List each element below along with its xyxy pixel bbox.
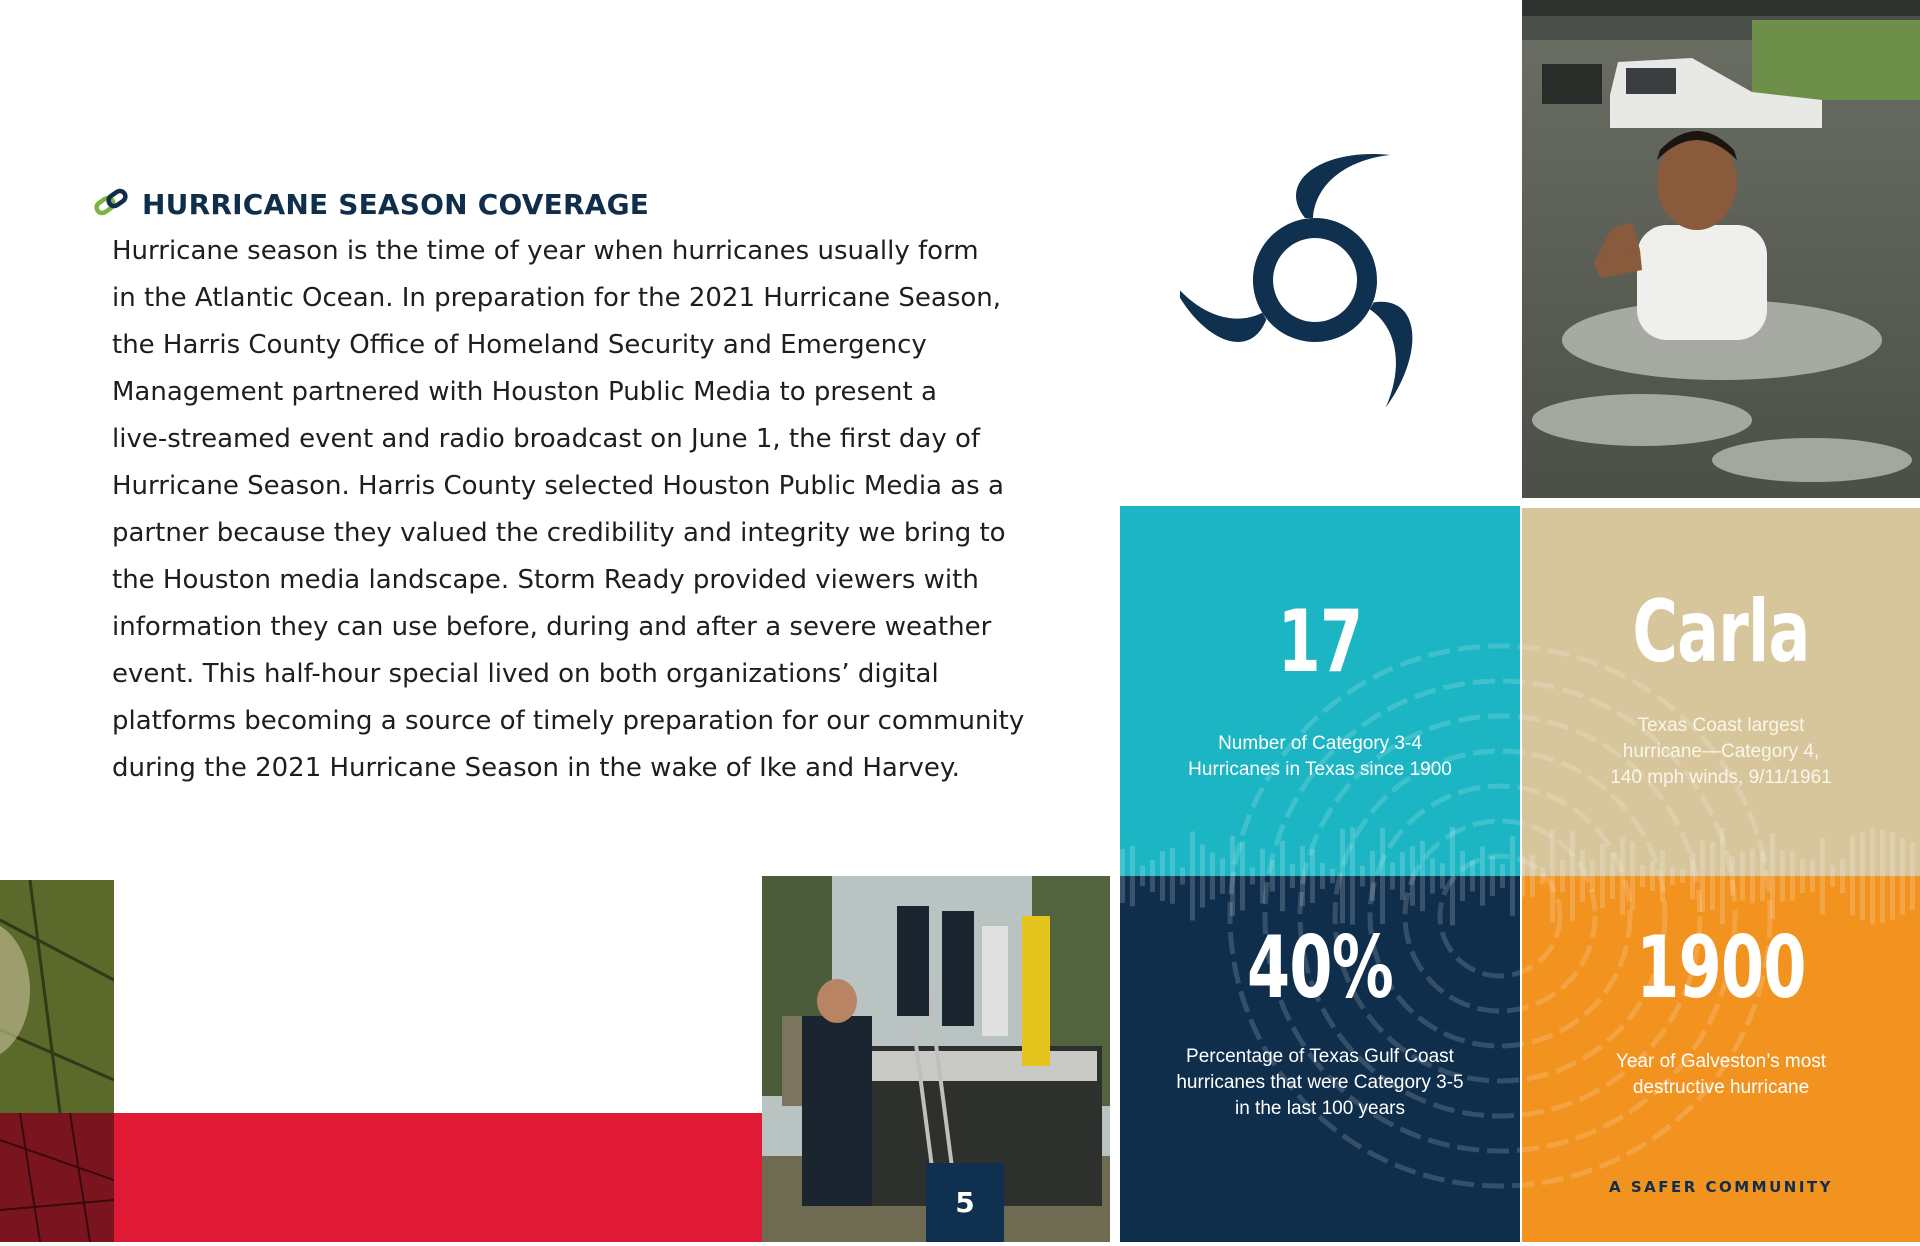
stat-caption-line: in the last 100 years	[1234, 1098, 1406, 1119]
stat-caption-line: hurricanes that were Category 3-5	[1176, 1072, 1464, 1093]
stat-caption	[1522, 713, 1920, 791]
aerial-map-image	[0, 880, 114, 1242]
page-number: 5	[955, 1186, 975, 1219]
body-line: information they can use before, during and after a severe weather	[112, 612, 992, 642]
body-line: the Houston media landscape. Storm Ready provided viewers with	[112, 565, 979, 595]
stat-caption-line: Percentage of Texas Gulf Coast	[1186, 1046, 1454, 1067]
stat-tile-carla	[1522, 508, 1920, 876]
body-line: during the 2021 Hurricane Season in the wake of Ike and Harvey.	[112, 753, 960, 783]
stat-caption-line: Number of Category 3-4	[1218, 733, 1422, 754]
stat-caption-line: Texas Coast largest	[1637, 715, 1805, 736]
section-heading	[94, 184, 649, 224]
stat-value: Carla	[1632, 582, 1810, 682]
body-line: live-streamed event and radio broadcast on June 1, the first day of	[112, 424, 981, 454]
stat-caption	[1120, 731, 1520, 783]
body-line: platforms becoming a source of timely preparation for our community	[112, 706, 1025, 736]
stat-caption-line: 140 mph winds, 9/11/1961	[1610, 767, 1832, 788]
tagline: A SAFER COMMUNITY	[1608, 1178, 1834, 1196]
stat-tile-40-percent	[1120, 876, 1520, 1242]
body-line: partner because they valued the credibility and integrity we bring to	[112, 518, 1006, 548]
page-number-box	[926, 1163, 1004, 1242]
stat-tile-17	[1120, 506, 1520, 876]
stat-caption-line: Hurricanes in Texas since 1900	[1188, 759, 1452, 780]
link-icon	[94, 187, 130, 221]
flood-photo	[1522, 0, 1920, 498]
hurricane-symbol-icon	[1180, 145, 1450, 415]
body-line: the Harris County Office of Homeland Security and Emergency	[112, 330, 927, 360]
body-line: in the Atlantic Ocean. In preparation for the 2021 Hurricane Season,	[112, 283, 1002, 313]
stat-value: 17	[1277, 592, 1363, 692]
body-line: Hurricane Season. Harris County selected Houston Public Media as a	[112, 471, 1004, 501]
stat-caption-line: hurricane—Category 4,	[1622, 741, 1820, 762]
stat-value: 1900	[1636, 918, 1806, 1018]
stat-caption-line: destructive hurricane	[1632, 1077, 1810, 1098]
body-line: event. This half-hour special lived on both organizations’ digital	[112, 659, 939, 689]
section-title: HURRICANE SEASON COVERAGE	[142, 187, 650, 221]
body-line: Management partnered with Houston Public Media to present a	[112, 377, 937, 407]
body-line: Hurricane season is the time of year when hurricanes usually form	[112, 236, 979, 266]
stat-caption	[1120, 1044, 1520, 1122]
red-accent-bar	[114, 1113, 762, 1242]
stat-caption	[1522, 1049, 1920, 1101]
stat-value: 40%	[1246, 918, 1394, 1018]
stat-caption-line: Year of Galveston’s most	[1615, 1051, 1827, 1072]
body-paragraph	[112, 228, 1072, 792]
